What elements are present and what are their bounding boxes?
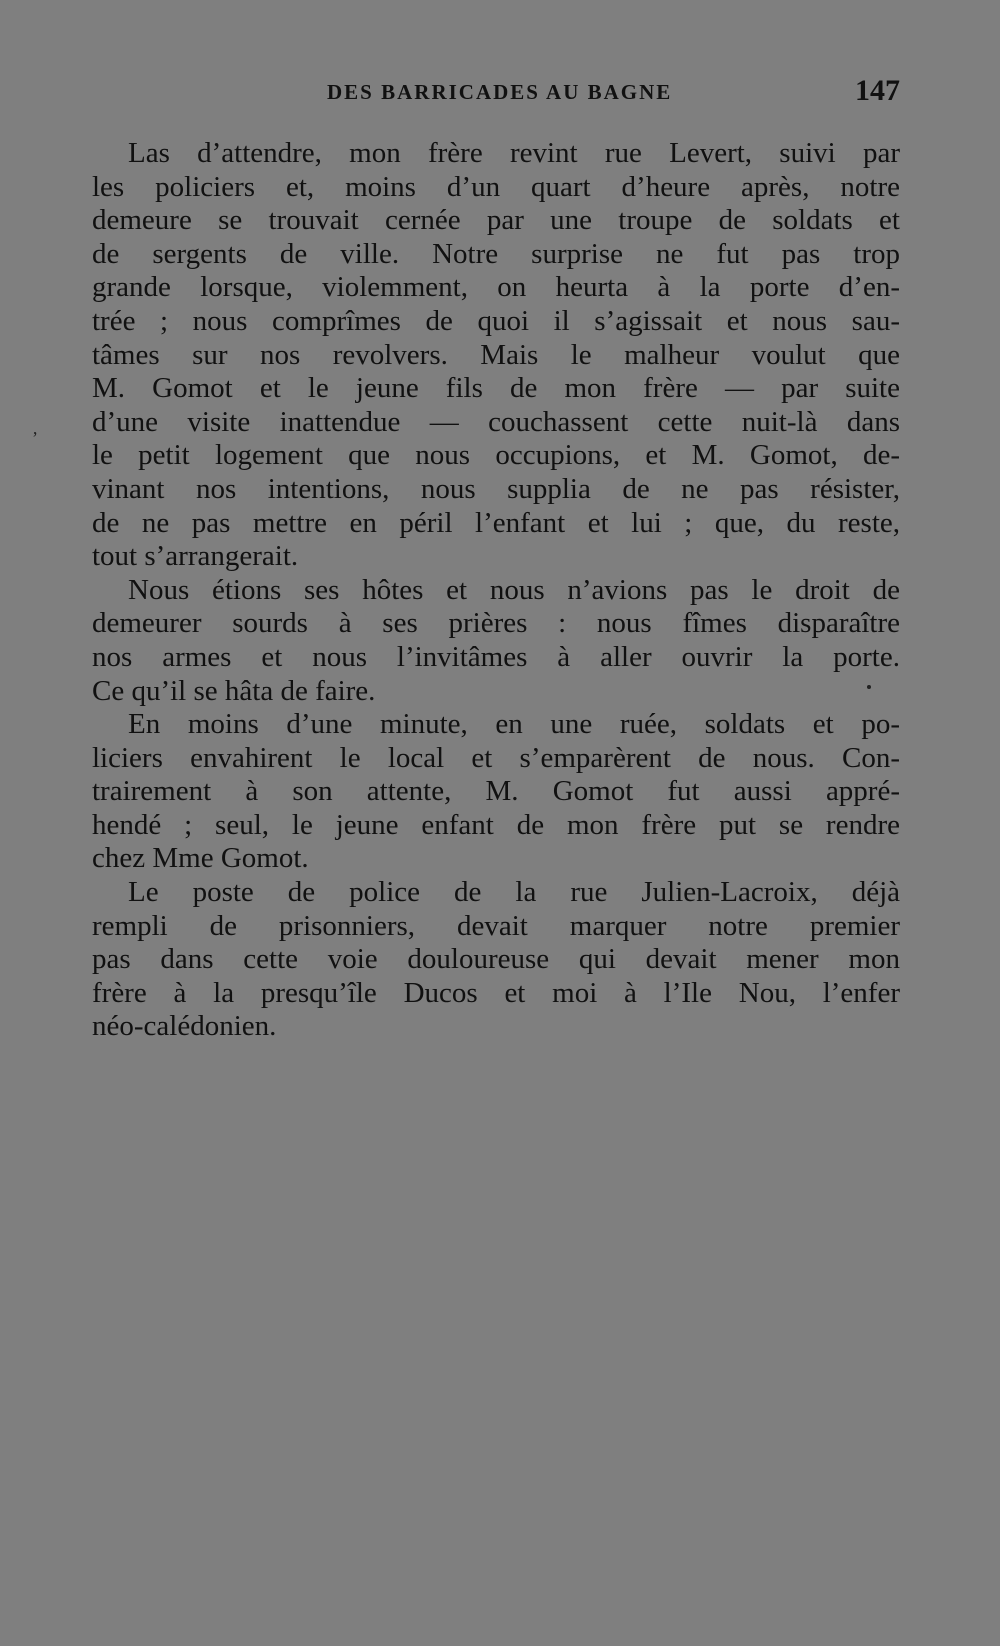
text-line: demeure se trouvait cernée par une troupe de soldats et [92,204,900,237]
text-line: tâmes sur nos revolvers. Mais le malheur voulut que [92,338,900,371]
text-line: demeurer sourds à ses prières : nous fîmes disparaître [92,607,900,640]
text-line: frère à la presqu’île Ducos et moi à l’Ile Nou, l’enfer [92,976,900,1009]
page-number: 147 [855,74,900,107]
running-title: DES BARRICADES AU BAGNE [327,80,673,104]
running-head [92,74,900,112]
text-line: Ce qu’il se hâta de faire. [92,674,376,707]
text-line: trairement à son attente, M. Gomot fut aussi appré- [92,775,900,808]
text-line: de sergents de ville. Notre surprise ne fut pas trop [92,237,900,270]
text-line: trée ; nous comprîmes de quoi il s’agissait et nous sau- [92,304,900,337]
text-line: tout s’arrangerait. [92,540,299,573]
text-line: grande lorsque, violemment, on heurta à la porte d’en- [92,271,900,304]
text-line: liciers envahirent le local et s’emparèrent de nous. Con- [92,741,900,774]
text-line: le petit logement que nous occupions, et M. Gomot, de- [92,439,900,472]
text-line: chez Mme Gomot. [92,842,309,875]
text-line: Nous étions ses hôtes et nous n’avions pas le droit de [128,573,900,606]
text-line: vinant nos intentions, nous supplia de ne pas résister, [92,472,900,505]
body-text [92,137,900,1044]
text-line: M. Gomot et le jeune fils de mon frère — par suite [92,372,900,405]
text-line: nos armes et nous l’invitâmes à aller ouvrir la porte. [92,640,900,673]
text-line: Las d’attendre, mon frère revint rue Levert, suivi par [128,137,900,169]
text-line: hendé ; seul, le jeune enfant de mon frère put se rendre [92,808,900,841]
text-line: pas dans cette voie douloureuse qui devait mener mon [92,943,900,976]
margin-mark: ʼ [32,428,38,448]
text-line: En moins d’une minute, en une ruée, soldats et po- [128,708,900,741]
text-line: rempli de prisonniers, devait marquer notre premier [92,909,900,942]
text-line: Le poste de police de la rue Julien-Lacroix, déjà [128,876,900,909]
text-line: néo-calédonien. [92,1010,277,1043]
text-line: d’une visite inattendue — couchassent cette nuit-là dans [92,405,900,438]
text-line: de ne pas mettre en péril l’enfant et lui ; que, du reste, [92,506,900,539]
text-line: les policiers et, moins d’un quart d’heure après, notre [92,170,900,203]
